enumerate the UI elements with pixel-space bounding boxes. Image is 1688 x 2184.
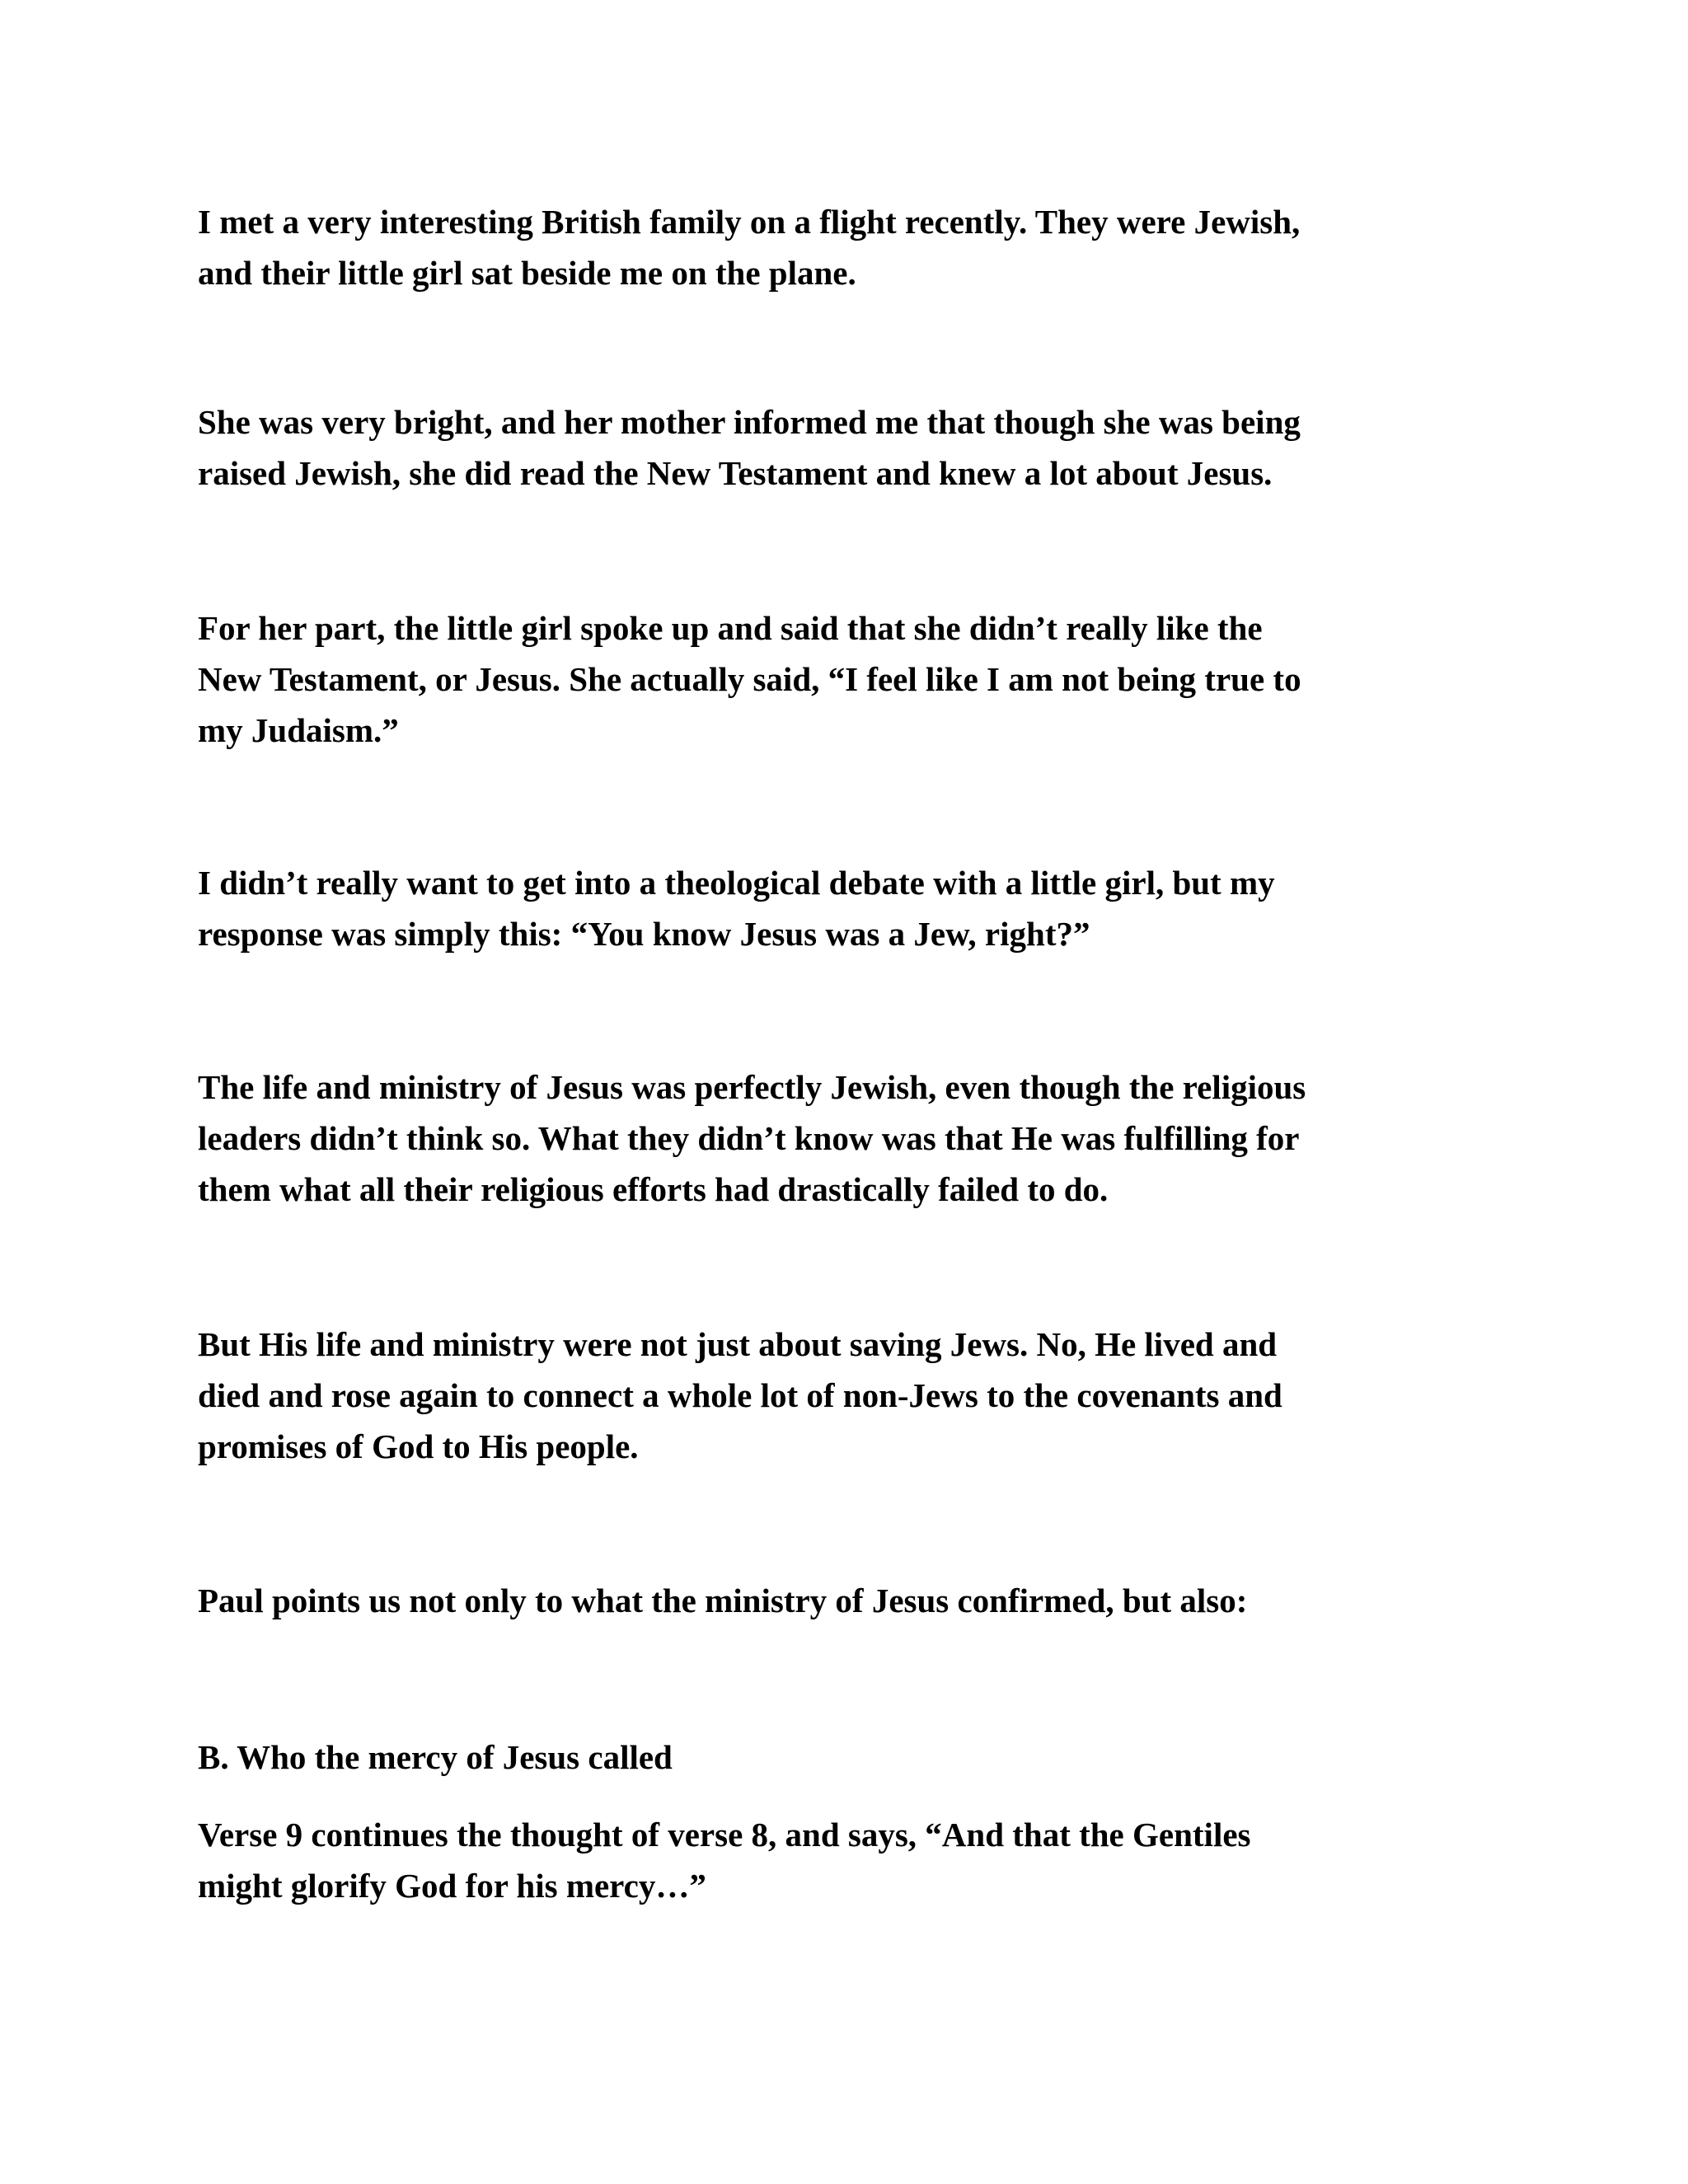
text-line: might glorify God for his mercy…” <box>198 1867 706 1905</box>
text-line: Verse 9 continues the thought of verse 8, and says, “And that the Gentiles <box>198 1816 1251 1854</box>
paragraph-bright-girl <box>198 396 1533 499</box>
text-line: I met a very interesting British family on a flight recently. They were Jewish, <box>198 203 1301 241</box>
text-line: my Judaism.” <box>198 711 399 749</box>
text-line: died and rose again to connect a whole lot of non-Jews to the covenants and <box>198 1376 1282 1414</box>
section-heading <box>198 1732 1533 1783</box>
text-line: raised Jewish, she did read the New Testament and knew a lot about Jesus. <box>198 454 1273 492</box>
paragraph-theological-debate <box>198 857 1533 959</box>
paragraph-paul-points <box>198 1575 1533 1626</box>
text-line: She was very bright, and her mother informed me that though she was being <box>198 403 1301 441</box>
text-line: them what all their religious efforts had drastically failed to do. <box>198 1170 1109 1208</box>
text-line: promises of God to His people. <box>198 1427 639 1465</box>
paragraph-british-family <box>198 196 1533 298</box>
paragraph-not-just-jews <box>198 1319 1533 1472</box>
paragraph-verse-9 <box>198 1809 1533 1911</box>
text-line: The life and ministry of Jesus was perfectly Jewish, even though the religious <box>198 1068 1306 1106</box>
text-line: response was simply this: “You know Jesus was a Jew, right?” <box>198 915 1090 953</box>
text-line: I didn’t really want to get into a theological debate with a little girl, but my <box>198 864 1275 902</box>
text-line: leaders didn’t think so. What they didn’t know was that He was fulfilling for <box>198 1119 1300 1157</box>
text-line: For her part, the little girl spoke up and said that she didn’t really like the <box>198 609 1263 647</box>
heading-text: B. Who the mercy of Jesus called <box>198 1738 673 1776</box>
text-line: But His life and ministry were not just about saving Jews. No, He lived and <box>198 1325 1278 1363</box>
paragraph-her-part <box>198 602 1533 756</box>
text-line: Paul points us not only to what the ministry of Jesus confirmed, but also: <box>198 1582 1248 1619</box>
paragraph-life-and-ministry <box>198 1062 1533 1215</box>
text-line: New Testament, or Jesus. She actually said, “I feel like I am not being true to <box>198 660 1301 698</box>
text-line: and their little girl sat beside me on the plane. <box>198 254 856 292</box>
